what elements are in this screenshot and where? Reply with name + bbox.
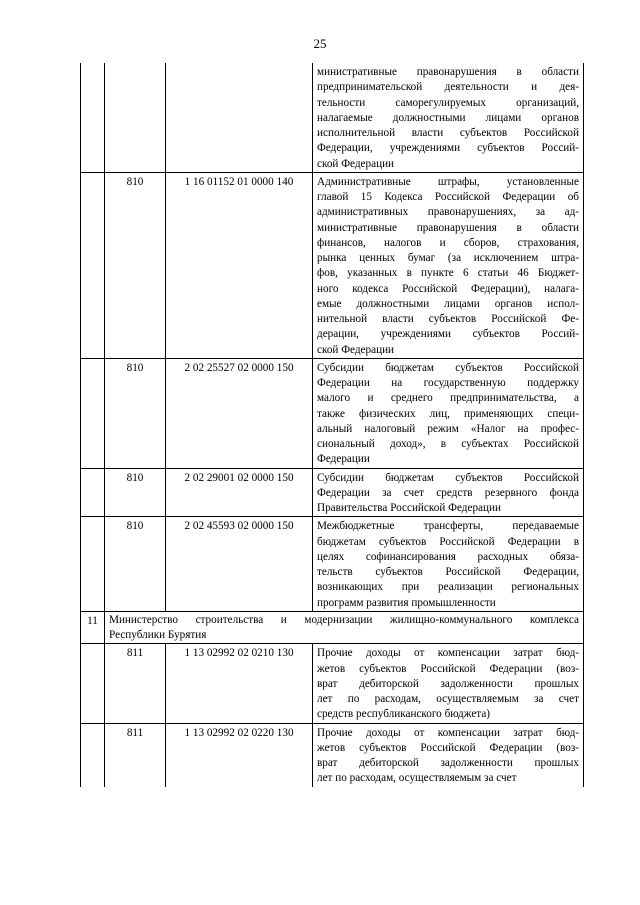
budget-table-body [81,63,584,787]
revenue-code-cell [166,63,313,172]
text-line: тельств субъектов Российской Федерации, [317,566,579,578]
text-line: жетов субъектов Российской Федерации (воз- [317,741,579,754]
text-line: дерации, учреждениями субъектов Россий- [317,328,579,341]
admin-code-cell [105,63,166,172]
table-row [81,358,584,468]
admin-code-cell: 810 [105,172,166,358]
admin-code-cell: 811 [105,723,166,787]
text-line: тельности саморегулируемых организаций, [317,96,579,109]
text-line: Прочие доходы от компенсации затрат бюд- [317,726,579,739]
revenue-code-cell: 1 13 02992 02 0210 130 [166,644,313,723]
text-line: главой 15 Кодекса Российской Федерации об [317,191,579,203]
table-row [81,517,584,612]
text-line: альный налоговый режим «Налог на профес- [317,422,579,435]
text-line: Республики Бурятия [109,629,207,641]
revenue-name-cell [313,723,584,787]
group-row [81,611,584,644]
text-line: программ развития промышленности [317,596,496,609]
text-line: финансов, налогов и сборов, страхования, [317,236,579,249]
text-line: врат дебиторской задолженности прошлых [317,757,579,769]
revenue-code-cell: 1 13 02992 02 0220 130 [166,723,313,787]
row-number-cell [81,468,105,517]
text-line: целях софинансирования расходных обяза- [317,550,579,563]
row-number-cell [81,723,105,787]
text-line: ской Федерации [317,343,395,356]
text-line: ного кодекса Российской Федерации), налага- [317,282,579,295]
table-row [81,172,584,358]
table-row [81,644,584,723]
text-line: Федерации [317,453,370,466]
text-line: министративные правонарушения в области [317,221,579,234]
text-line: Административные штрафы, установленные [317,175,579,188]
text-line: налагаемые должностными лицами органов [317,111,579,124]
revenue-code-cell: 2 02 45593 02 0000 150 [166,517,313,612]
table-row [81,723,584,787]
text-line: сиональный доход», в субъектах Российской [317,438,579,450]
text-line: фов, указанных в пункте 6 статьи 46 Бюджет- [317,267,579,280]
revenue-code-cell: 1 16 01152 01 0000 140 [166,172,313,358]
revenue-name-cell [313,644,584,723]
text-line: бюджетам субъектов Российской Федерации в [317,535,579,548]
text-line: министративные правонарушения в области [317,66,579,78]
text-line: Министерство строительства и модернизации жилищно-коммунального комплекса [109,613,579,626]
row-number-cell [81,63,105,172]
text-line: Федерации за счет средств резервного фонда [317,486,579,499]
revenue-code-cell: 2 02 25527 02 0000 150 [166,358,313,468]
text-line: исполнительной власти субъектов Российской [317,127,579,139]
text-line: Субсидии бюджетам субъектов Российской [317,361,579,374]
revenue-name-cell [313,358,584,468]
text-line: Федерации на государственную поддержку [317,377,579,389]
text-line: малого и среднего предпринимательства, а [317,392,579,405]
admin-code-cell: 810 [105,468,166,517]
text-line: возникающих при реализации региональных [317,581,579,594]
text-line: жетов субъектов Российской Федерации (воз- [317,662,579,675]
row-number-cell: 11 [81,611,105,644]
row-number-cell [81,172,105,358]
text-line: нительной власти субъектов Российской Фе- [317,313,579,325]
text-line: лет по расходам, осуществляемым за счет [317,772,517,785]
text-line: емые должностными лицами органов испол- [317,297,579,310]
revenue-code-cell: 2 02 29001 02 0000 150 [166,468,313,517]
text-line: Межбюджетные трансферты, передаваемые [317,520,579,533]
text-line: лет по расходам, осуществляемым за счет [317,693,579,705]
group-title-cell [105,611,584,644]
text-line: ской Федерации [317,157,395,170]
text-line: средств республиканского бюджета) [317,708,491,721]
budget-revenue-table [80,63,584,787]
revenue-name-cell [313,517,584,612]
admin-code-cell: 811 [105,644,166,723]
row-number-cell [81,644,105,723]
text-line: Правительства Российской Федерации [317,502,501,514]
admin-code-cell: 810 [105,358,166,468]
revenue-name-cell [313,468,584,517]
table-row [81,63,584,172]
text-line: Субсидии бюджетам субъектов Российской [317,471,579,484]
text-line: предпринимательской деятельности и дея- [317,81,579,94]
text-line: врат дебиторской задолженности прошлых [317,677,579,690]
table-row [81,468,584,517]
text-line: также физических лиц, применяющих специ- [317,407,579,420]
row-number-cell [81,358,105,468]
admin-code-cell: 810 [105,517,166,612]
page-number: 25 [313,36,327,51]
text-line: административных правонарушениях, за ад- [317,206,579,219]
text-line: рынка ценных бумаг (за исключением штра- [317,252,579,264]
row-number-cell [81,517,105,612]
text-line: Федерации, учреждениями субъектов Россий- [317,142,579,155]
revenue-name-cell [313,172,584,358]
text-line: Прочие доходы от компенсации затрат бюд- [317,647,579,660]
revenue-name-cell [313,63,584,172]
